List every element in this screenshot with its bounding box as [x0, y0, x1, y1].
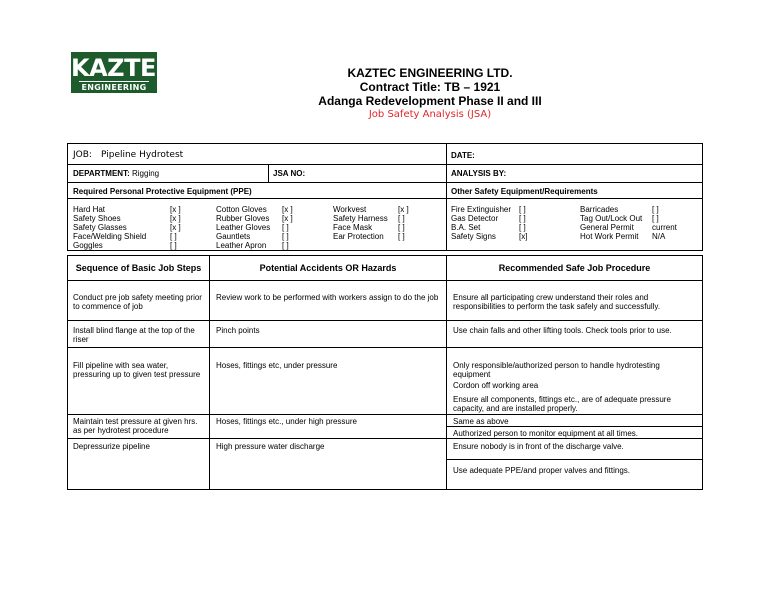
contract-title: Contract Title: TB – 1921 — [359, 80, 501, 94]
hazard-cell: Review work to be performed with workers assign to do the job — [216, 293, 439, 302]
document-title: Job Safety Analysis (JSA) — [368, 109, 492, 120]
checklist-item-name: Safety Shoes — [73, 214, 121, 223]
checklist-item-mark: [ ] — [282, 232, 289, 241]
checklist-item-name: Tag Out/Lock Out — [580, 214, 643, 223]
job-value: Pipeline Hydrotest — [101, 150, 184, 160]
hazard-cell: High pressure water discharge — [216, 442, 325, 451]
checklist-item-name: Gas Detector — [451, 214, 499, 223]
checklist-item-mark: [ ] — [282, 241, 289, 250]
project-title: Adanga Redevelopment Phase II and III — [318, 94, 542, 108]
checklist-item-name: Face Mask — [333, 223, 373, 232]
procedure-cell: Ensure all participating crew understand their roles and responsibilities to perform the task safely and successfully. — [453, 293, 661, 311]
checklist-item-mark: N/A — [652, 232, 666, 241]
checklist-item-name: Safety Glasses — [73, 223, 127, 232]
procedure-cell: Use adequate PPE/and proper valves and fittings. — [453, 466, 630, 475]
checklist-item-mark: [x ] — [282, 214, 293, 223]
checklist-item-mark: [ ] — [519, 205, 526, 214]
checklist-item-mark: [ ] — [398, 214, 405, 223]
checklist-item-name: Hot Work Permit — [580, 232, 639, 241]
checklist-item-name: Workvest — [333, 205, 367, 214]
checklist-item-name: Goggles — [73, 241, 103, 250]
checklist-item-mark: [ ] — [282, 223, 289, 232]
checklist-item-name: B.A. Set — [451, 223, 481, 232]
checklist-item-mark: [x ] — [170, 223, 181, 232]
checklist-item-name: General Permit — [580, 223, 634, 232]
checklist-item-mark: [ ] — [398, 223, 405, 232]
procedure-cell: Ensure nobody is in front of the discharge valve. — [453, 442, 624, 451]
checklist-item-mark: [ ] — [170, 241, 177, 250]
company-name: KAZTEC ENGINEERING LTD. — [347, 66, 513, 80]
department-field: DEPARTMENT: Rigging — [73, 169, 160, 178]
jsa-no-label: JSA NO: — [273, 169, 306, 178]
checklist-item-mark: [x ] — [170, 205, 181, 214]
checklist-item-name: Ear Protection — [333, 232, 384, 241]
checklist-item-name: Hard Hat — [73, 205, 106, 214]
checklist-item-name: Rubber Gloves — [216, 214, 270, 223]
step-cell: Install blind flange at the top of the riser — [73, 326, 195, 344]
logo-subtext: ENGINEERING LTD — [79, 81, 149, 101]
hazard-cell: Hoses, fittings etc., under high pressure — [216, 417, 357, 426]
checklist-item-name: Barricades — [580, 205, 619, 214]
checklist-item-name: Leather Apron — [216, 241, 267, 250]
checklist-item-mark: [ ] — [652, 205, 659, 214]
checklist-item-mark: [ ] — [519, 214, 526, 223]
checklist-item-name: Safety Signs — [451, 232, 496, 241]
step-cell: Fill pipeline with sea water, pressuring up to given test pressure — [73, 361, 201, 379]
hazard-cell: Hoses, fittings etc, under pressure — [216, 361, 338, 370]
other-equipment-title: Other Safety Equipment/Requirements — [451, 187, 598, 196]
checklist-item-mark: [ ] — [398, 232, 405, 241]
step-cell: Conduct pre job safety meeting prior to commence of job — [73, 293, 202, 311]
company-logo — [71, 52, 173, 101]
procedure-cell: Cordon off working area — [453, 381, 539, 390]
checklist-item-mark: [x ] — [398, 205, 409, 214]
checklist-item-mark: [x] — [519, 232, 528, 241]
procedure-cell: Same as above — [453, 417, 509, 426]
column-header-procedure: Recommended Safe Job Procedure — [498, 263, 651, 273]
checklist-item-mark: [ ] — [652, 214, 659, 223]
hazard-cell: Pinch points — [216, 326, 260, 335]
column-header-steps: Sequence of Basic Job Steps — [75, 263, 202, 273]
logo-wordmark: KAZTEC — [71, 54, 173, 82]
analysis-by-label: ANALYSIS BY: — [451, 169, 507, 178]
checklist-item-name: Fire Extinguisher — [451, 205, 512, 214]
checklist-item-mark: [x ] — [282, 205, 293, 214]
checklist-item-name: Face/Welding Shield — [73, 232, 147, 241]
step-cell: Maintain test pressure at given hrs. as per hydrotest procedure — [73, 417, 198, 435]
date-label: DATE: — [451, 151, 475, 160]
step-cell: Depressurize pipeline — [73, 442, 150, 451]
ppe-title: Required Personal Protective Equipment (PPE) — [73, 187, 252, 196]
checklist-item-name: Gauntlets — [216, 232, 251, 241]
checklist-item-mark: [x ] — [170, 214, 181, 223]
checklist-item-name: Leather Gloves — [216, 223, 271, 232]
procedure-cell: Only responsible/authorized person to handle hydrotesting equipment — [453, 361, 660, 379]
procedure-cell: Use chain falls and other lifting tools. Check tools prior to use. — [453, 326, 672, 335]
checklist-item-mark: current — [652, 223, 677, 232]
procedure-cell: Ensure all components, fittings etc., are of adequate pressure capacity, and are installed properly. — [453, 395, 671, 413]
column-header-hazards: Potential Accidents OR Hazards — [259, 263, 397, 273]
checklist-item-name: Cotton Gloves — [216, 205, 267, 214]
checklist-item-mark: [ ] — [170, 232, 177, 241]
procedure-cell: Authorized person to monitor equipment at all times. — [453, 429, 638, 438]
checklist-item-mark: [ ] — [519, 223, 526, 232]
job-label: JOB: — [73, 150, 92, 160]
checklist-item-name: Safety Harness — [333, 214, 388, 223]
